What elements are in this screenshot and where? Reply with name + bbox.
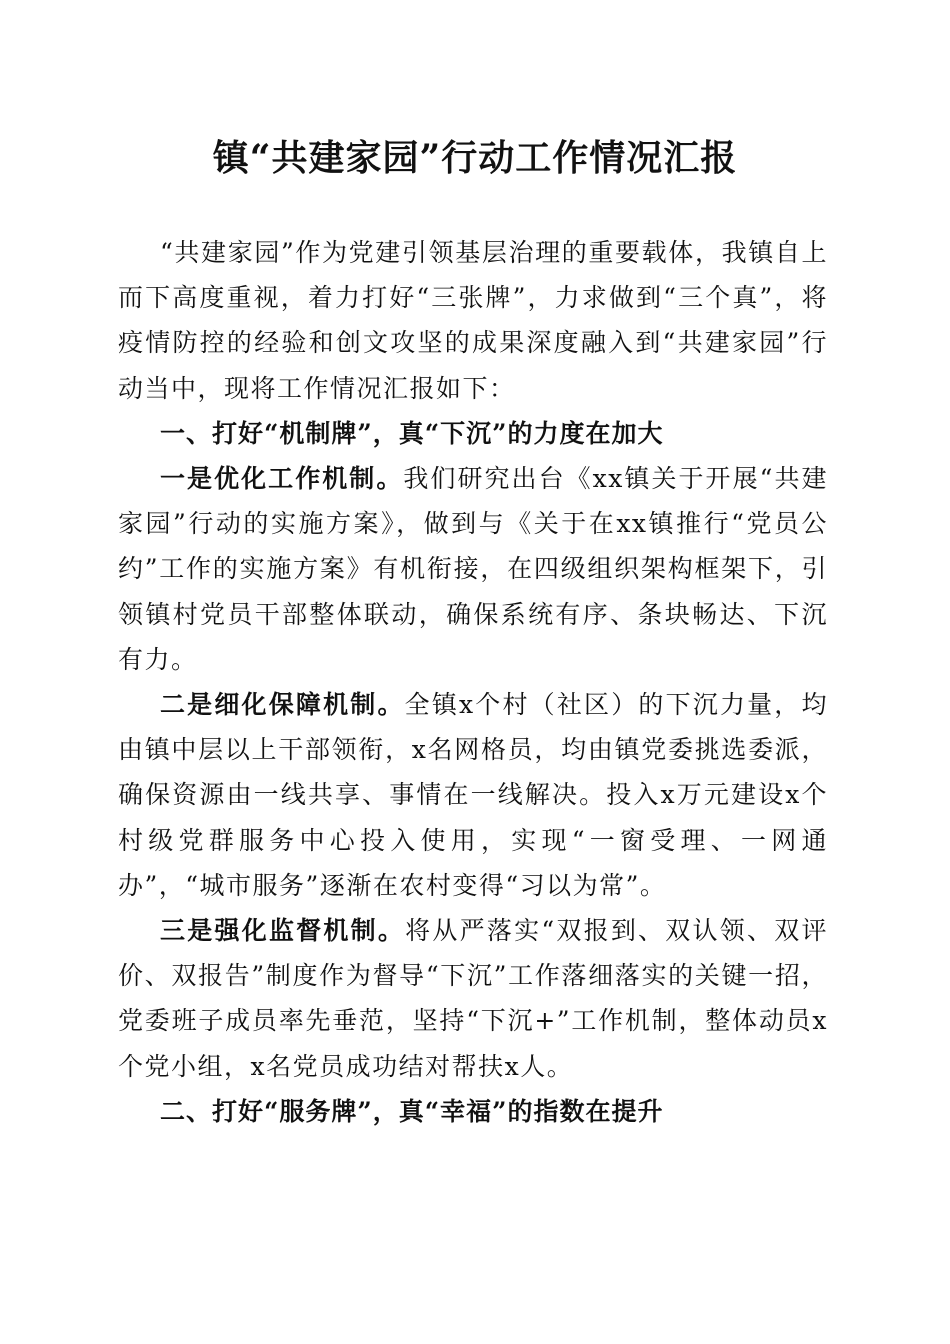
paragraph-3-lead: 三是强化监督机制。 <box>160 916 406 946</box>
paragraph-1-lead: 一是优化工作机制。 <box>160 464 404 494</box>
paragraph-2-lead: 二是细化保障机制。 <box>160 690 405 720</box>
paragraph-2-text: 全镇x个村（社区）的下沉力量，均由镇中层以上干部领衔，x名网格员，均由镇党委挑选委派，确保资源由一线共享、事情在一线解决。投入x万元建设x个村级党群服务中心投入使用，实现“一窗受理、一网通办”，“城市服务”逐渐在农村变得“习以为常”。 <box>118 690 828 900</box>
document-body <box>118 230 828 1134</box>
intro-paragraph: “共建家园”作为党建引领基层治理的重要载体，我镇自上而下高度重视，着力打好“三张牌”，力求做到“三个真”，将疫情防控的经验和创文攻坚的成果深度融入到“共建家园”行动当中，现将工作情况汇报如下： <box>118 238 828 403</box>
section-1-paragraph-3 <box>118 908 828 1089</box>
paragraph-1-text: 我们研究出台《xx镇关于开展“共建家园”行动的实施方案》，做到与《关于在xx镇推行“党员公约”工作的实施方案》有机衔接，在四级组织架构框架下，引领镇村党员干部整体联动，确保系统有序、条块畅达、下沉有力。 <box>118 464 828 674</box>
section-1-heading: 一、打好“机制牌”，真“下沉”的力度在加大 <box>160 418 664 448</box>
section-2-heading: 二、打好“服务牌”，真“幸福”的指数在提升 <box>160 1096 664 1126</box>
document-title: 镇“共建家园”行动工作情况汇报 <box>212 137 738 179</box>
paragraph-3-text: 将从严落实“双报到、双认领、双评价、双报告”制度作为督导“下沉”工作落细落实的关键一招，党委班子成员率先垂范，坚持“下沉+”工作机制，整体动员x个党小组，x名党员成功结对帮扶x人。 <box>118 916 828 1081</box>
section-1-paragraph-1 <box>118 456 828 682</box>
section-1-paragraph-2 <box>118 682 828 908</box>
